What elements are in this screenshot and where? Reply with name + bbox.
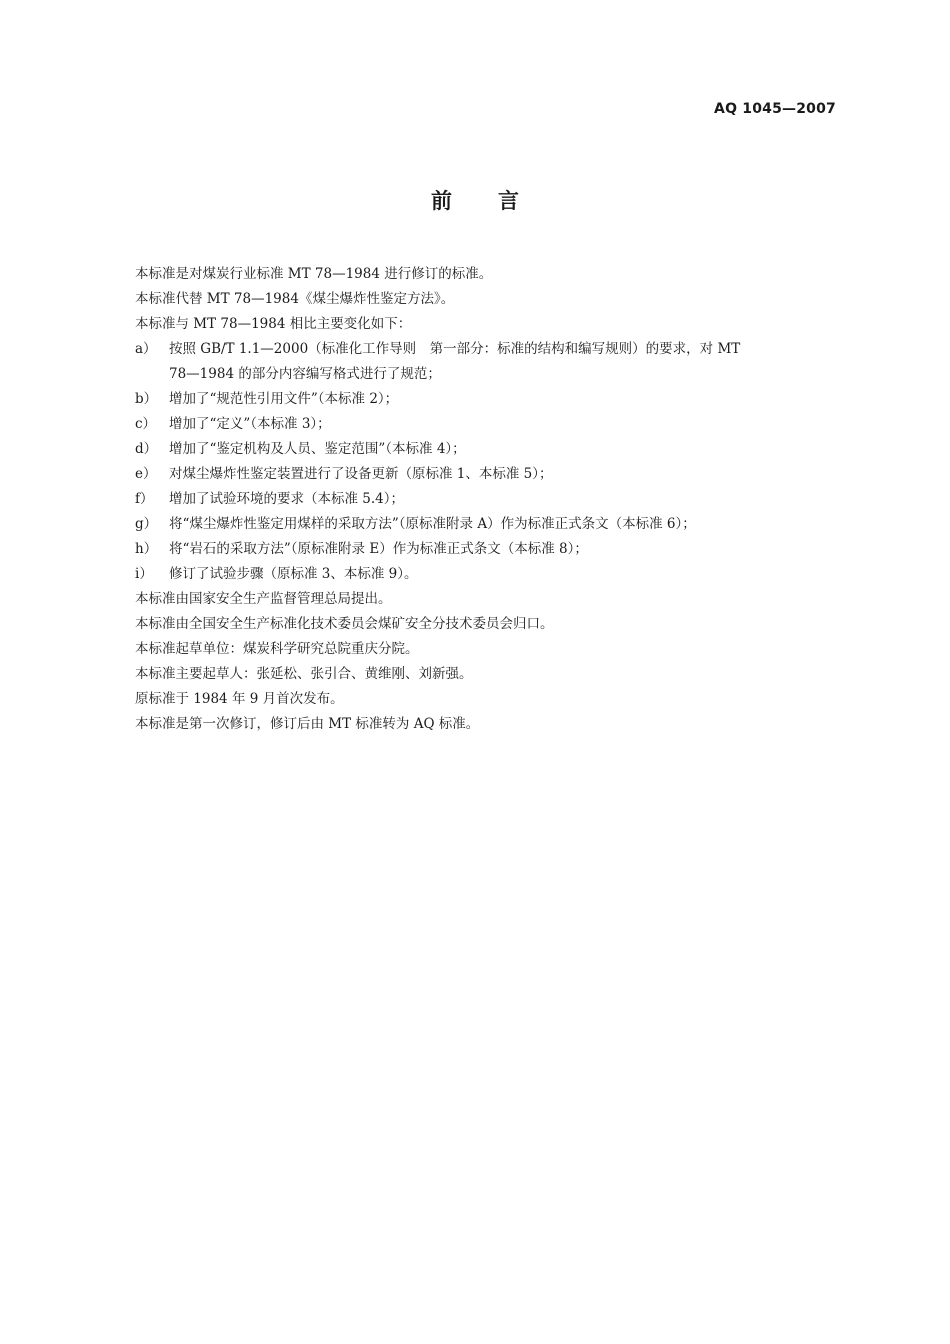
list-item-line: 78—1984 的部分内容编写格式进行了规范；	[169, 366, 441, 382]
list-marker: b）	[135, 391, 158, 407]
change-item-d	[135, 437, 840, 462]
intro-paragraph: 本标准是对煤炭行业标准 MT 78—1984 进行修订的标准。	[135, 266, 493, 282]
closing-paragraph: 本标准主要起草人：张延松、张引合、黄维刚、刘新强。	[135, 666, 473, 682]
list-item-line: 按照 GB/T 1.1—2000（标准化工作导则 第一部分：标准的结构和编写规则）的要求，对 MT	[169, 341, 741, 357]
change-item-e	[135, 462, 840, 487]
list-marker: c）	[135, 416, 157, 432]
list-item-line: 增加了“鉴定机构及人员、鉴定范围”（本标准 4）；	[169, 441, 466, 457]
list-item-line: 将“煤尘爆炸性鉴定用煤样的采取方法”（原标准附录 A）作为标准正式条文（本标准 6）；	[169, 516, 696, 532]
list-marker: i）	[135, 566, 153, 582]
change-item-c	[135, 412, 840, 437]
list-item-line: 增加了“规范性引用文件”（本标准 2）；	[169, 391, 399, 407]
list-item-text	[169, 387, 840, 412]
list-item-text	[169, 562, 840, 587]
closing-paragraph: 本标准由国家安全生产监督管理总局提出。	[135, 591, 392, 607]
list-item-line: 增加了“定义”（本标准 3）；	[169, 416, 331, 432]
closing-paragraph: 本标准是第一次修订，修订后由 MT 标准转为 AQ 标准。	[135, 716, 480, 732]
list-marker: a）	[135, 341, 157, 357]
list-item-line: 对煤尘爆炸性鉴定装置进行了设备更新（原标准 1、本标准 5）；	[169, 466, 553, 482]
list-item-text	[169, 487, 840, 512]
standard-code: AQ 1045—2007	[714, 101, 836, 117]
change-item-i	[135, 562, 840, 587]
change-item-h	[135, 537, 840, 562]
foreword-body	[135, 262, 840, 737]
intro-paragraph: 本标准与 MT 78—1984 相比主要变化如下：	[135, 316, 412, 332]
list-item-text	[169, 412, 840, 437]
list-item-line: 修订了试验步骤（原标准 3、本标准 9）。	[169, 566, 418, 582]
section-title: 前言	[431, 189, 565, 213]
change-item-a	[135, 337, 840, 387]
list-item-text	[169, 337, 840, 387]
change-item-f	[135, 487, 840, 512]
list-marker: f）	[135, 491, 154, 507]
list-item-line: 将“岩石的采取方法”（原标准附录 E）作为标准正式条文（本标准 8）；	[169, 541, 588, 557]
intro-paragraph: 本标准代替 MT 78—1984《煤尘爆炸性鉴定方法》。	[135, 291, 455, 307]
list-item-text	[169, 512, 840, 537]
list-item-text	[169, 462, 840, 487]
list-marker: h）	[135, 541, 158, 557]
change-item-g	[135, 512, 840, 537]
change-item-b	[135, 387, 840, 412]
closing-paragraph: 本标准由全国安全生产标准化技术委员会煤矿安全分技术委员会归口。	[135, 616, 554, 632]
closing-paragraph: 原标准于 1984 年 9 月首次发布。	[135, 691, 344, 707]
closing-paragraph: 本标准起草单位：煤炭科学研究总院重庆分院。	[135, 641, 419, 657]
list-marker: g）	[135, 516, 158, 532]
list-marker: d）	[135, 441, 158, 457]
list-item-text	[169, 537, 840, 562]
list-item-line: 增加了试验环境的要求（本标准 5.4）；	[169, 491, 405, 507]
list-marker: e）	[135, 466, 157, 482]
list-item-text	[169, 437, 840, 462]
